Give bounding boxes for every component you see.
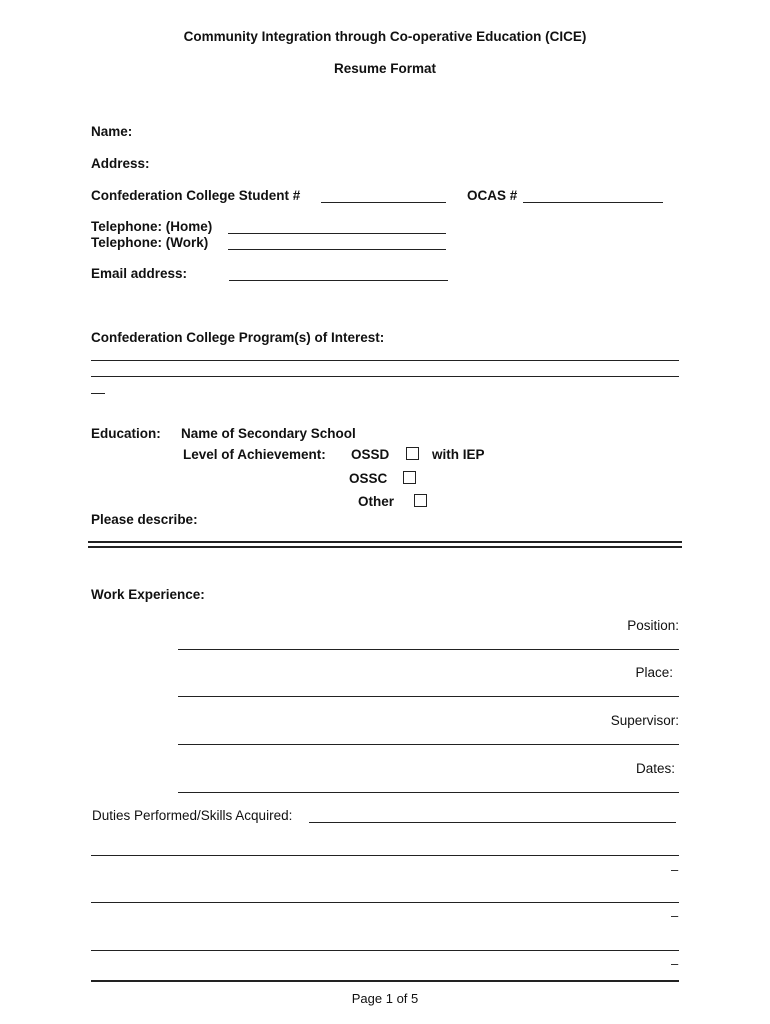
- ocas-label: OCAS #: [467, 188, 518, 203]
- work-experience-label: Work Experience:: [91, 587, 205, 602]
- program-interest-line-2[interactable]: [91, 376, 679, 377]
- duties-label: Duties Performed/Skills Acquired:: [92, 808, 293, 823]
- document-subtitle: Resume Format: [333, 61, 437, 76]
- ossc-label: OSSC: [349, 471, 388, 486]
- section-divider-top: [88, 541, 682, 543]
- telephone-work-field[interactable]: [228, 249, 446, 250]
- position-field[interactable]: [178, 649, 679, 650]
- secondary-school-label: Name of Secondary School: [181, 426, 356, 441]
- student-number-field[interactable]: [321, 202, 446, 203]
- place-label: Place:: [635, 665, 673, 680]
- program-interest-line-3[interactable]: [91, 393, 105, 394]
- name-label: Name:: [91, 124, 133, 139]
- dates-field[interactable]: [178, 792, 679, 793]
- program-interest-line-1[interactable]: [91, 360, 679, 361]
- level-achievement-label: Level of Achievement:: [183, 447, 326, 462]
- other-checkbox[interactable]: [414, 494, 427, 507]
- supervisor-field[interactable]: [178, 744, 679, 745]
- supervisor-label: Supervisor:: [610, 713, 679, 728]
- please-describe-label: Please describe:: [91, 512, 198, 527]
- ossd-checkbox[interactable]: [406, 447, 419, 460]
- dates-label: Dates:: [635, 761, 675, 776]
- ocas-number-field[interactable]: [523, 202, 663, 203]
- student-number-label: Confederation College Student #: [91, 188, 301, 203]
- page-number: Page 1 of 5: [351, 991, 419, 1006]
- other-label: Other: [358, 494, 395, 509]
- duties-field-inline[interactable]: [309, 822, 676, 823]
- duties-line-2-continuation: –: [671, 908, 679, 923]
- telephone-work-label: Telephone: (Work): [91, 235, 209, 250]
- place-field[interactable]: [178, 696, 679, 697]
- ossc-checkbox[interactable]: [403, 471, 416, 484]
- telephone-home-field[interactable]: [228, 233, 446, 234]
- section-divider-bottom: [88, 546, 682, 548]
- duties-line-1[interactable]: [91, 855, 679, 856]
- duties-line-1-continuation: –: [671, 862, 679, 877]
- education-label: Education:: [91, 426, 161, 441]
- email-field[interactable]: [229, 280, 448, 281]
- document-title: Community Integration through Co-operative Education (CICE): [183, 29, 587, 44]
- footer-divider: [91, 980, 679, 982]
- ossd-label: OSSD: [351, 447, 390, 462]
- position-label: Position:: [627, 618, 679, 633]
- telephone-home-label: Telephone: (Home): [91, 219, 213, 234]
- address-label: Address:: [91, 156, 150, 171]
- program-interest-label: Confederation College Program(s) of Interest:: [91, 330, 385, 345]
- duties-line-3-continuation: –: [671, 956, 679, 971]
- with-iep-label: with IEP: [432, 447, 485, 462]
- duties-line-3[interactable]: [91, 950, 679, 951]
- email-label: Email address:: [91, 266, 188, 281]
- duties-line-2[interactable]: [91, 902, 679, 903]
